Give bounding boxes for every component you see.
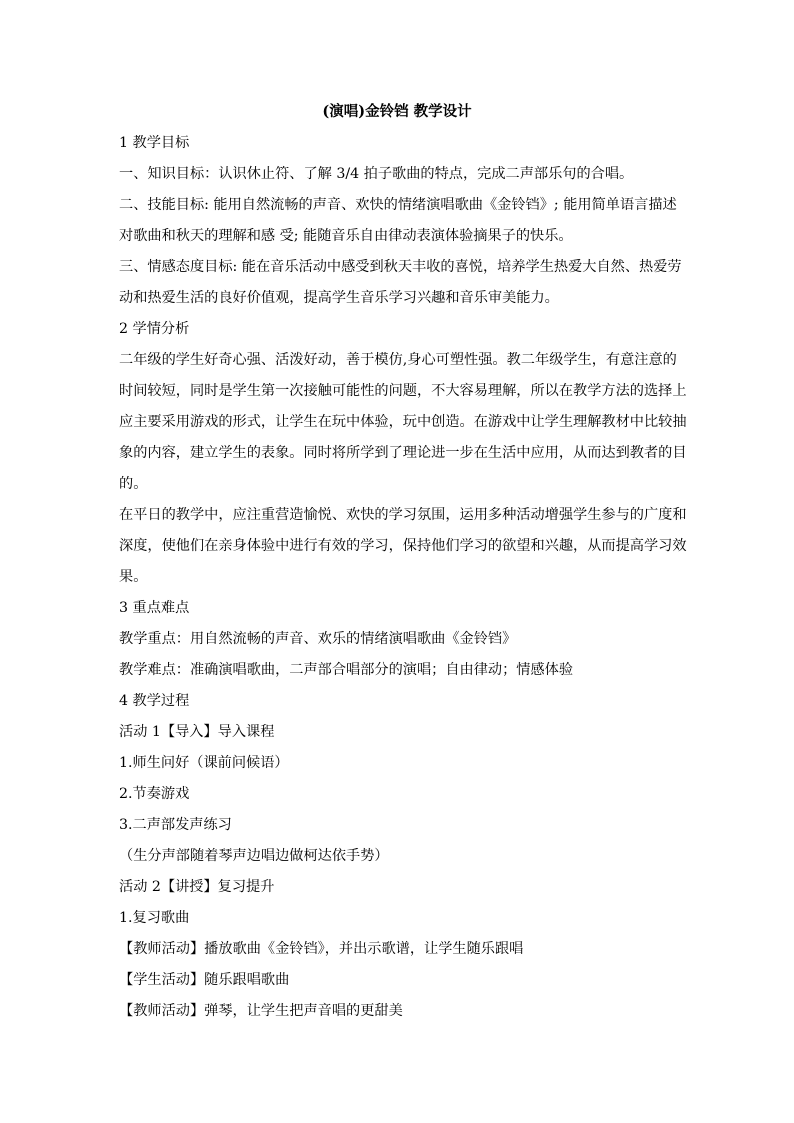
paragraph-line: 果。 bbox=[119, 569, 148, 585]
paragraph-line: 对歌曲和秋天的理解和感 受; 能随音乐自由律动表演体验摘果子的快乐。 bbox=[119, 228, 573, 244]
document-body bbox=[119, 133, 687, 1032]
paragraph bbox=[119, 753, 679, 784]
paragraph-line: 【教师活动】弹琴，让学生把声音唱的更甜美 bbox=[119, 1003, 403, 1019]
paragraph-line: 的。 bbox=[119, 476, 148, 492]
paragraph-line: 象的内容，建立学生的表象。同时将所学到了理论进一步在生活中应用，从而达到教者的目 bbox=[119, 445, 687, 461]
paragraph bbox=[119, 939, 679, 970]
paragraph-line: 三、情感态度目标: 能在音乐活动中感受到秋天丰收的喜悦，培养学生热爱大自然、热爱劳 bbox=[119, 259, 682, 275]
paragraph-line: 动和热爱生活的良好价值观，提高学生音乐学习兴趣和音乐审美能力。 bbox=[119, 290, 559, 306]
paragraph bbox=[119, 1001, 679, 1032]
paragraph-line: 教学重点：用自然流畅的声音、欢乐的情绪演唱歌曲《金铃铛》 bbox=[119, 631, 517, 647]
paragraph bbox=[119, 877, 679, 908]
paragraph-line: 二年级的学生好奇心强、活泼好动，善于模仿,身心可塑性强。教二年级学生，有意注意的 bbox=[119, 352, 677, 368]
paragraph-line: 【教师活动】播放歌曲《金铃铛》，并出示歌谱，让学生随乐跟唱 bbox=[119, 941, 524, 957]
section-heading: 4 教学过程 bbox=[119, 693, 190, 709]
paragraph-line: 【学生活动】随乐跟唱歌曲 bbox=[119, 972, 290, 988]
paragraph-line: 1.师生问好（课前问候语） bbox=[119, 755, 289, 771]
section-heading: 3 重点难点 bbox=[119, 600, 190, 616]
paragraph-line: 1.复习歌曲 bbox=[119, 910, 190, 926]
paragraph bbox=[119, 784, 679, 815]
paragraph bbox=[119, 257, 682, 319]
paragraph-line: 应主要采用游戏的形式，让学生在玩中体验，玩中创造。在游戏中让学生理解教材中比较抽 bbox=[119, 414, 687, 430]
paragraph-line: 教学难点：准确演唱歌曲，二声部合唱部分的演唱；自由律动；情感体验 bbox=[119, 662, 574, 678]
paragraph-line: 时间较短，同时是学生第一次接触可能性的问题，不大容易理解，所以在教学方法的选择上 bbox=[119, 383, 687, 399]
paragraph bbox=[119, 350, 687, 505]
paragraph-line: 二、技能目标: 能用自然流畅的声音、欢快的情绪演唱歌曲《金铃铛》; 能用简单语言描述 bbox=[119, 197, 677, 213]
paragraph bbox=[119, 505, 687, 598]
paragraph bbox=[119, 164, 679, 195]
paragraph-line: 2.节奏游戏 bbox=[119, 786, 190, 802]
paragraph bbox=[119, 195, 679, 257]
section-heading: 2 学情分析 bbox=[119, 321, 190, 337]
paragraph bbox=[119, 722, 679, 753]
paragraph-line: 活动 2【讲授】复习提升 bbox=[119, 879, 275, 895]
paragraph bbox=[119, 970, 679, 1001]
paragraph-line: 活动 1【导入】导入课程 bbox=[119, 724, 275, 740]
paragraph bbox=[119, 815, 679, 846]
document-title: (演唱)金铃铛 教学设计 bbox=[322, 103, 472, 120]
paragraph-line: （生分声部随着琴声边唱边做柯达依手势） bbox=[119, 848, 389, 864]
paragraph-line: 一、知识目标：认识休止符、了解 3/4 拍子歌曲的特点，完成二声部乐句的合唱。 bbox=[119, 166, 634, 182]
paragraph bbox=[119, 908, 679, 939]
paragraph-line: 深度，使他们在亲身体验中进行有效的学习，保持他们学习的欲望和兴趣，从而提高学习效 bbox=[119, 538, 687, 554]
paragraph-line: 在平日的教学中，应注重营造愉悦、欢快的学习氛围，运用多种活动增强学生参与的广度和 bbox=[119, 507, 687, 523]
paragraph bbox=[119, 629, 679, 660]
paragraph bbox=[119, 846, 679, 877]
paragraph-line: 3.二声部发声练习 bbox=[119, 817, 232, 833]
paragraph bbox=[119, 660, 679, 691]
section-heading: 1 教学目标 bbox=[119, 135, 190, 151]
